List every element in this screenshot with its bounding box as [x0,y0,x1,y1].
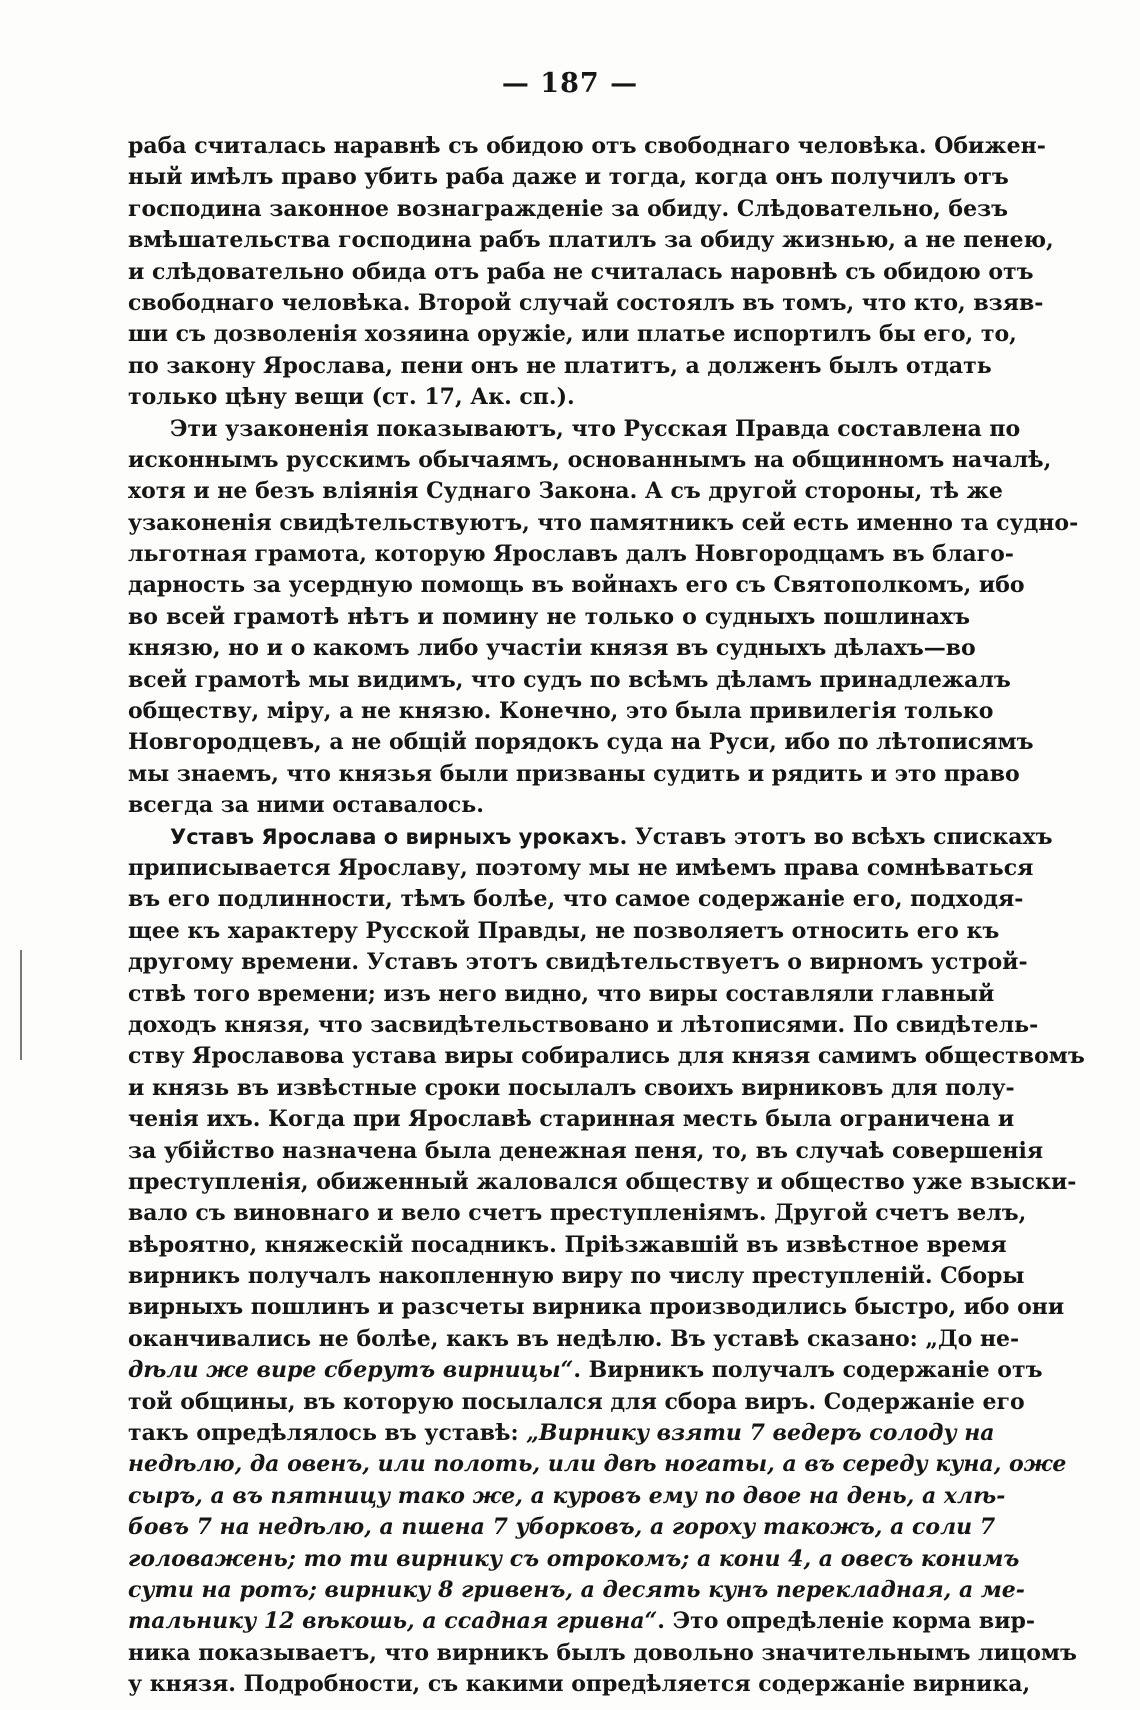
text-line: вирныхъ пошлинъ и разсчеты вирника производились быстро, ибо они [128,1294,1065,1321]
text-line [128,1355,1043,1386]
text-line [128,1606,1036,1637]
text-line: щее къ характеру Русской Правды, не позволяетъ относить его къ [128,917,1000,944]
text-line: вирникъ получалъ накопленную виру по числу преступленій. Сборы [128,1263,1025,1290]
text-line: Эти узаконенія показываютъ, что Русская Правда составлена по [170,415,1021,442]
margin-scan-mark [20,950,22,1060]
text-line: только цѣну вещи (ст. 17, Ак. сп.). [128,384,575,411]
body-text [128,131,1085,1701]
text-line: той общины, въ которую посылался для сбора виръ. Содержаніе его [128,1388,1025,1415]
text-line: ный имѣлъ право убить раба даже и тогда, когда онъ получилъ отъ [128,164,1009,191]
text-line: ствѣ того времени; изъ него видно, что виры составляли главный [128,980,995,1007]
text-line: за убійство назначена была денежная пеня, то, въ случаѣ совершенія [128,1137,1044,1164]
text-line: исконнымъ русскимъ обычаямъ, основаннымъ на общинномъ началѣ, [128,446,1052,473]
text-line: господина законное вознагражденіе за обиду. Слѣдовательно, безъ [128,195,1008,222]
text-line: ченія ихъ. Когда при Ярославѣ старинная месть была ограничена и [128,1106,1015,1133]
text-line [128,1418,995,1449]
text-line: и слѣдовательно обида отъ раба не считалась наровнѣ съ обидою отъ [128,258,1034,285]
text-line: князю, но и о какомъ либо участіи князя въ судныхъ дѣлахъ—во [128,635,976,662]
text-line: ника показываетъ, что вирникъ былъ довольно значительнымъ лицомъ [128,1639,1077,1666]
text-line: другому времени. Уставъ этотъ свидѣтельствуетъ о вирномъ устрой- [128,949,1028,976]
text-line: доходъ князя, что засвидѣтельствовано и лѣтописями. По свидѣтель- [128,1011,1039,1038]
quote-run: „Вирнику взяти 7 ведеръ солоду на [526,1420,995,1447]
paragraph-2 [128,414,1079,822]
text-line: ству Ярославова устава виры собирались для князя самимъ обществомъ [128,1043,1085,1070]
text-line: у князя. Подробности, съ какими опредѣляется содержаніе вирника, [128,1671,1031,1698]
text-line: раба считалась наравнѣ съ обидою отъ свободнаго человѣка. Обижен- [128,133,1046,159]
quote-run: тальнику 12 вѣкошь, а ссадная гривна“ [128,1608,658,1635]
text-line: и князь въ извѣстные сроки посылалъ своихъ вирниковъ для полу- [128,1074,1015,1101]
text-line: вѣроятно, княжескій посадникъ. Пріѣзжавшій въ извѣстное время [128,1231,1007,1258]
paragraph-1 [128,131,1054,414]
text-line: льготная грамота, которую Ярославъ далъ Новгородцамъ въ благо- [128,541,1014,568]
text-line: въ его подлинности, тѣмъ болѣе, что самое содержаніе его, подходя- [128,886,1024,913]
text-line: Новгородцевъ, а не общій порядокъ суда на Руси, ибо по лѣтописямъ [128,729,1034,756]
paragraph-3 [128,822,1085,1701]
text-line: всегда за ними оставалось. [128,792,484,819]
quote-line: сыръ, а въ пятницу тако же, а куровъ ему по двое на день, а хлѣ- [128,1482,1006,1509]
text-line: оканчивались не болѣе, какъ въ недѣлю. Въ уставѣ сказано: „До не- [128,1325,1020,1352]
section-heading: Уставъ Ярослава о вирныхъ урокахъ [170,824,620,849]
text-run: . Вирникъ получалъ содержаніе отъ [573,1357,1043,1384]
text-run: . Это опредѣленіе корма вир- [657,1608,1036,1635]
text-line: хотя и не безъ вліянія Суднаго Закона. А съ другой стороны, тѣ же [128,478,1003,505]
text-line: по закону Ярослава, пени онъ не платитъ, а долженъ былъ отдать [128,352,992,379]
page-number: — 187 — [501,68,639,99]
text-line: мы знаемъ, что князья были призваны судить и рядить и это право [128,760,1020,787]
quote-line: бовъ 7 на недѣлю, а пшена 7 уборковъ, а гороху такожъ, а соли 7 [128,1514,996,1541]
text-line: ши съ дозволенія хозяина оружіе, или платье испортилъ бы его, то, [128,321,1017,348]
text-line: вмѣшательства господина рабъ платилъ за обиду жизнью, а не пенею, [128,227,1054,254]
text-line: вало съ виновнаго и вело счетъ преступленіямъ. Другой счетъ велъ, [128,1200,1027,1227]
text-line: всей грамотѣ мы видимъ, что судъ по всѣмъ дѣламъ принадлежалъ [128,666,1011,693]
text-line: приписывается Ярославу, поэтому мы не имѣемъ права сомнѣваться [128,854,1034,881]
text-line: узаконенія свидѣтельствуютъ, что памятникъ сей есть именно та судно- [128,509,1079,536]
text-line: дарность за усердную помощь въ войнахъ его съ Святополкомъ, ибо [128,572,1025,599]
quote-line: недѣлю, да овенъ, или полоть, или двѣ ногаты, а въ середу куна, оже [128,1451,1067,1478]
text-line: преступленія, обиженный жаловался обществу и общество уже взыски- [128,1168,1077,1195]
text-line [128,822,1053,853]
text-line: во всей грамотѣ нѣтъ и помину не только о судныхъ пошлинахъ [128,603,970,630]
text-line: обществу, міру, а не князю. Конечно, это была привилегія только [128,698,994,725]
quote-line: головажень; то ти вирнику съ отрокомъ; а кони 4, а овесъ конимъ [128,1545,1020,1572]
quote-line: сути на ротъ; вирнику 8 гривенъ, а десять кунъ перекладная, а ме- [128,1576,1025,1603]
text-line: свободнаго человѣка. Второй случай состоялъ въ томъ, что кто, взяв- [128,289,1044,316]
quote-run: дѣли же вире сберутъ вирницы“ [128,1357,574,1384]
text-run: . Уставъ этотъ во всѣхъ спискахъ [619,823,1053,850]
text-run: такъ опредѣлялось въ уставѣ: [128,1420,527,1447]
